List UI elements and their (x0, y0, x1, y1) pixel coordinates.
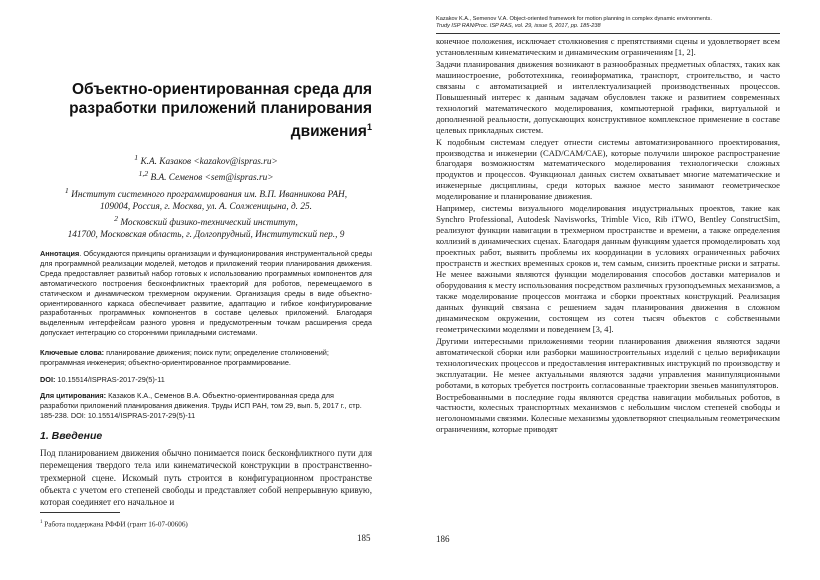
section-heading: 1. Введение (40, 430, 103, 442)
paragraph: Востребованными в последние годы являются средства навигации мобильных роботов, в частности, колесных транспортных механизмов с небольшим числом степеней свободы и неголономными связями. Колесные механизмы удовлетворяют специальным геометрическим ограничениям, которые приводят (436, 391, 780, 435)
paragraph: Например, системы визуального моделирования индустриальных проектов, такие как Synchro Professional, Autodesk Navisworks, Trimble Vico, Rib iTWO, Bentley ConstructSim, реализуют функции навигации в трехмерном пространстве и времени, а также определения коллизий в динамических сценах. Благодаря данным функциям удается промоделировать ход проектных работ, выявить проблемы их координации в условиях ограниченных рабочих пространств и жестких временных сроков и, тем самым, снизить проектные риски и затраты. Не менее важными являются функции моделирования способов доставки материалов и оборудования к месту использования посредством различных грузоподъемных механизмов, а также моделирование процессов монтажа и сборки проектных конструкций. Реализация данных функций связана с решением задач планирования движения в сложном динамическом окружении, состоящем из сотен тысяч объектов с собственными геометрическими моделями и поведением [3, 4]. (436, 203, 780, 334)
title-footnote-mark: 1 (366, 122, 372, 132)
running-header: Kazakov K.A., Semenov V.A. Object-oriented framework for motion planning in complex dynamic environments. Trudy ISP RAN/Proc. ISP RAS, vol. 29, issue 5, 2017, pp. 185-238 (436, 16, 712, 29)
affiliation-line: 141700, Московская область, г. Долгопрудный, Институтский пер., 9 (67, 230, 345, 241)
affiliation-line: $^2$ Московский физико-технический институт, (114, 214, 298, 229)
header-divider (436, 33, 780, 34)
page-number: 186 (436, 534, 450, 544)
citation: Для цитирования: Казаков К.А., Семенов В.А. Объектно-ориентированная среда для разработки приложений планирования движения. Труды ИСП РАН, том 29, вып. 5, 2017 г., стр. 185-238. DOI: 10.15514/ISPRAS-2017-29(5)-11 (40, 391, 362, 420)
authors-block (40, 152, 372, 242)
paper-title: Объектно-ориентированная среда для разработки приложений планирования движения$^1$ (69, 81, 372, 141)
doi: DOI: 10.15514/ISPRAS-2017-29(5)-11 (40, 375, 165, 384)
paragraph: Другими интересными приложениями теории планирования движения являются задачи автоматической сборки или разборки машиностроительных изделий с целью верификации технологических процессов и предоставления интерактивных инструкций по производству и эксплуатации. Не менее актуальными являются задачи управления манипуляционными роботами, в которых требуется построить согласованные траектории звеньев манипуляторов. (436, 335, 780, 390)
affiliation-line: $^1$ Институт системного программирования им. В.П. Иванникова РАН, (64, 185, 348, 200)
paragraph: конечное положения, исключает столкновения с препятствиями сцены и удовлетворяет всем установленным кинематическим и динамическим ограничениям [1, 2]. (436, 36, 780, 57)
abstract: Аннотация. Обсуждаются принципы организации и функционирования инструментальной среды для программной реализации моделей, методов и приложений теории планирования движения. Среда предоставляет развитый набор готовых к использованию программных компонентов для автоматического построения бесконфликтных траекторий для роботов, перемещаемого в статическом и динамическом трехмерном окружении. Организация среды в виде объектно-ориентированного каркаса обеспечивает развитие, адаптацию и гибкое конфигурирование разработанных программных компонентов в составе целевых приложений. Благодаря выделенным интерфейсам разного уровня и предусмотренным точкам расширения среда допускает интеграцию со сторонними прикладными системами. (40, 249, 372, 338)
footnote-divider (40, 512, 120, 513)
page-number: 185 (357, 533, 371, 543)
affiliation-line: 109004, Россия, г. Москва, ул. А. Солженицына, д. 25. (100, 201, 312, 212)
footnote: $^1$ Работа поддержана РФФИ (грант 16-07-00606) (40, 520, 188, 529)
keywords: Ключевые слова: планирование движения; поиск пути; определение столкновений; программная инженерия; объектно-ориентированное программирование. (40, 348, 329, 367)
paragraph: К подобным системам следует отнести системы автоматизированного проектирования, производства и инженерии (CAD/CAM/CAE), которые получили широкое распространение благодаря возможностям математического моделирования технологически сложных продуктов и процессов. Функционал данных систем охватывает многие математические и инженерные дисциплины, среди которых важное место занимают геометрическое моделирование и планирование движения. (436, 136, 780, 202)
intro-paragraph: Под планированием движения обычно понимается поиск бесконфликтного пути для перемещения твердого тела или кинематической конструкции в пространственно-трехмерной сцене. Искомый путь строится в конфигурационном пространстве объекта с учетом его степеней свободы и представляет собой непрерывную кривую, которая соединяет его начальное и (40, 448, 372, 508)
body-text (436, 36, 780, 435)
author-line: $^1$ К.А. Казаков <kazakov@ispras.ru> (134, 153, 278, 168)
author-line: $^{1,2}$ В.А. Семенов <sem@ispras.ru> (138, 169, 274, 184)
paragraph: Задачи планирования движения возникают в разнообразных предметных областях, таких как машиностроение, робототехника, геоинформатика, транспорт, строительство, и часто связаны с автоматизацией и интеллектуализацией производственных процессов. Повышенный интерес к данным задачам обусловлен также и развитием современных технологий математического моделирования, компьютерной графики, виртуальной и дополненной реальности, допускающих конструктивное комплексное применение в составе целевых прикладных систем. (436, 58, 780, 135)
